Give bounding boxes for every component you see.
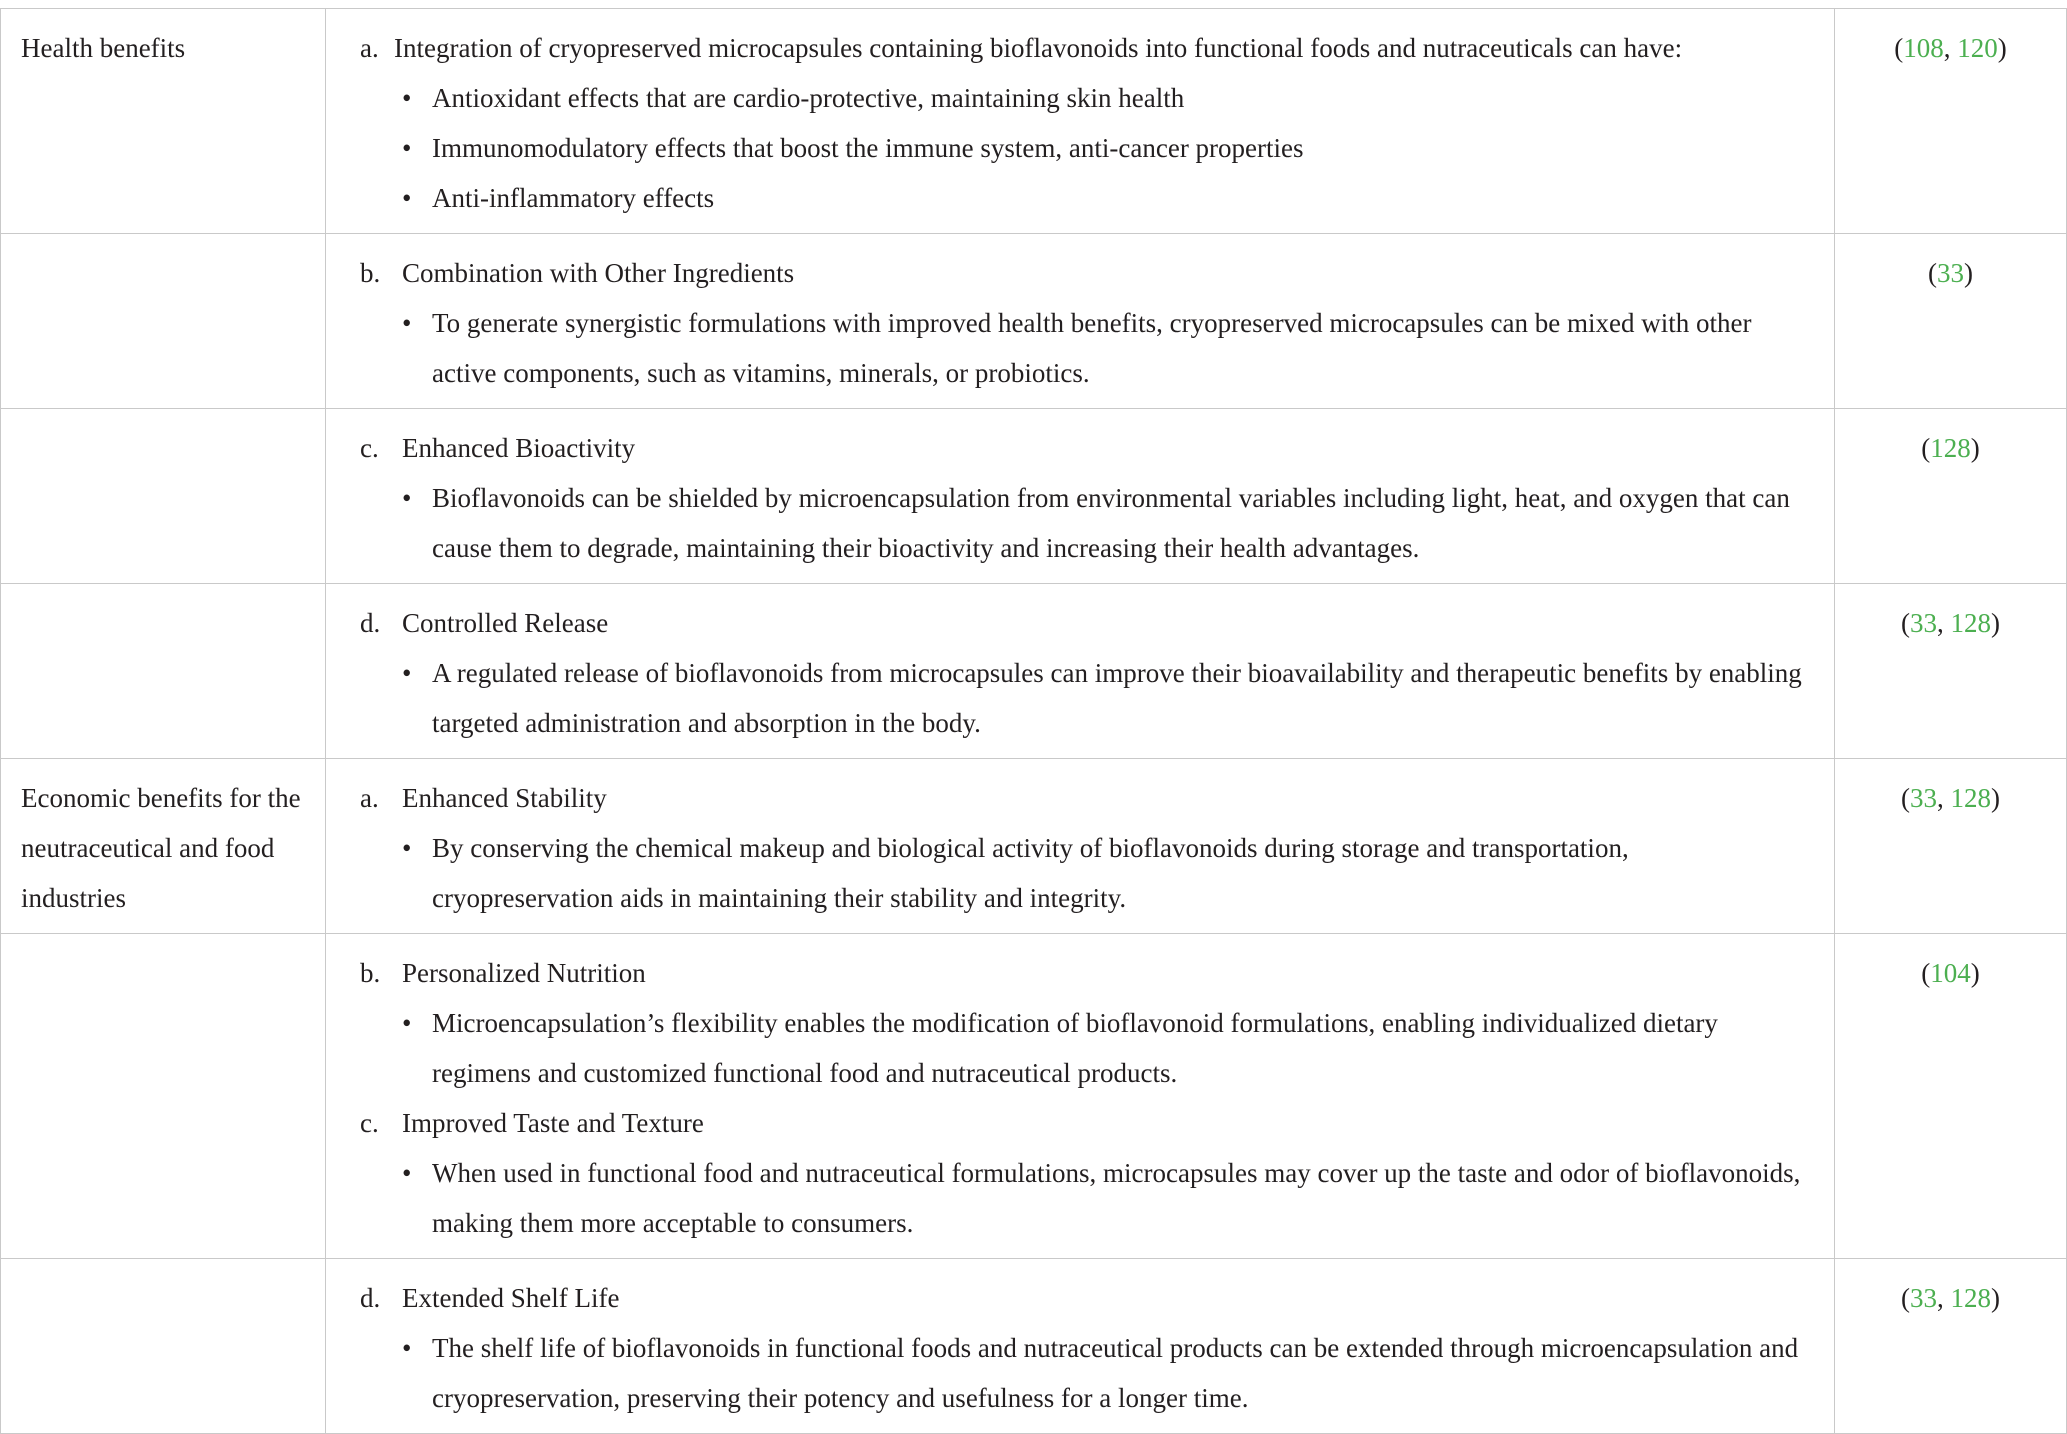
bullet-list bbox=[360, 648, 1814, 748]
bullet-item bbox=[402, 123, 1814, 173]
item-letter: b. bbox=[360, 958, 381, 988]
category-cell bbox=[1, 934, 326, 1259]
ref-close-paren: ) bbox=[1970, 958, 1980, 988]
category-cell bbox=[1, 234, 326, 409]
benefit-item bbox=[360, 1098, 1814, 1248]
ref-separator: , bbox=[1937, 783, 1951, 813]
reference-cell bbox=[1835, 409, 2067, 584]
item-title: Improved Taste and Texture bbox=[402, 1108, 704, 1138]
benefit-item bbox=[360, 23, 1814, 223]
category-cell bbox=[1, 409, 326, 584]
ref-open-paren: ( bbox=[1921, 433, 1931, 463]
ref-close-paren: ) bbox=[1991, 783, 2000, 813]
benefit-item bbox=[360, 248, 1814, 398]
item-title: Controlled Release bbox=[402, 608, 609, 638]
bullet-dot-icon: • bbox=[402, 1333, 412, 1363]
category-cell bbox=[1, 759, 326, 934]
bullet-dot-icon: • bbox=[402, 133, 412, 163]
item-letter: a. bbox=[360, 33, 379, 63]
bullet-dot-icon: • bbox=[402, 308, 412, 338]
description-cell bbox=[326, 934, 1835, 1259]
benefit-item-heading bbox=[360, 598, 1814, 648]
benefit-item bbox=[360, 1273, 1814, 1423]
reference-cell bbox=[1835, 584, 2067, 759]
bullet-text: Antioxidant effects that are cardio-protective, maintaining skin health bbox=[432, 83, 1185, 113]
reference-cell bbox=[1835, 9, 2067, 234]
bullet-dot-icon: • bbox=[402, 183, 412, 213]
bullet-item bbox=[402, 1148, 1814, 1248]
bullet-text: Microencapsulation’s flexibility enables the modification of bioflavonoid formulations, enabling individualized dietary regimens and customized functional food and nutraceutical products. bbox=[432, 1008, 1718, 1088]
item-title: Integration of cryopreserved microcapsules containing bioflavonoids into functional foods and nutraceuticals can have: bbox=[394, 33, 1683, 63]
ref-open-paren: ( bbox=[1901, 1283, 1910, 1313]
reference-cell bbox=[1835, 934, 2067, 1259]
bullet-dot-icon: • bbox=[402, 1008, 412, 1038]
description-cell bbox=[326, 759, 1835, 934]
item-letter: c. bbox=[360, 433, 379, 463]
bullet-item bbox=[402, 173, 1814, 223]
item-title: Combination with Other Ingredients bbox=[402, 258, 795, 288]
reference-cell bbox=[1835, 759, 2067, 934]
item-title: Enhanced Stability bbox=[402, 783, 607, 813]
ref-close-paren: ) bbox=[1991, 608, 2000, 638]
table-row bbox=[1, 759, 2067, 934]
benefits-table bbox=[0, 8, 2067, 1434]
bullet-text: By conserving the chemical makeup and biological activity of bioflavonoids during storage and transportation, cryopreservation aids in maintaining their stability and integrity. bbox=[432, 833, 1629, 913]
reference-link[interactable]: 33 bbox=[1910, 1283, 1937, 1313]
reference-cell bbox=[1835, 234, 2067, 409]
bullet-dot-icon: • bbox=[402, 658, 412, 688]
item-letter: d. bbox=[360, 1283, 381, 1313]
benefit-item-heading bbox=[360, 248, 1814, 298]
bullet-text: Bioflavonoids can be shielded by microencapsulation from environmental variables including light, heat, and oxygen that can cause them to degrade, maintaining their bioactivity and increasing their health advantages. bbox=[432, 483, 1790, 563]
bullet-item bbox=[402, 473, 1814, 573]
ref-close-paren: ) bbox=[1970, 433, 1980, 463]
bullet-dot-icon: • bbox=[402, 833, 412, 863]
benefit-item bbox=[360, 598, 1814, 748]
table-row bbox=[1, 934, 2067, 1259]
benefit-item-heading bbox=[360, 423, 1814, 473]
bullet-item bbox=[402, 648, 1814, 748]
item-letter: b. bbox=[360, 258, 381, 288]
reference-link[interactable]: 128 bbox=[1930, 433, 1971, 463]
bullet-text: The shelf life of bioflavonoids in functional foods and nutraceutical products can be extended through microencapsulation and cryopreservation, preserving their potency and usefulness for a longer time. bbox=[432, 1333, 1799, 1413]
bullet-list bbox=[360, 1148, 1814, 1248]
bullet-list bbox=[360, 73, 1814, 223]
bullet-dot-icon: • bbox=[402, 83, 412, 113]
description-cell bbox=[326, 584, 1835, 759]
ref-open-paren: ( bbox=[1894, 33, 1904, 63]
bullet-item bbox=[402, 1323, 1814, 1423]
reference-link[interactable]: 33 bbox=[1937, 258, 1964, 288]
benefit-item bbox=[360, 773, 1814, 923]
category-cell bbox=[1, 1259, 326, 1434]
ref-close-paren: ) bbox=[1964, 258, 1973, 288]
bullet-list bbox=[360, 473, 1814, 573]
benefit-item-heading bbox=[360, 23, 1814, 73]
item-letter: d. bbox=[360, 608, 381, 638]
bullet-dot-icon: • bbox=[402, 1158, 412, 1188]
reference-link[interactable]: 104 bbox=[1930, 958, 1971, 988]
ref-open-paren: ( bbox=[1901, 608, 1910, 638]
bullet-text: When used in functional food and nutraceutical formulations, microcapsules may cover up the taste and odor of bioflavonoids, making them more acceptable to consumers. bbox=[432, 1158, 1801, 1238]
bullet-list bbox=[360, 998, 1814, 1098]
bullet-item bbox=[402, 823, 1814, 923]
description-cell bbox=[326, 409, 1835, 584]
bullet-text: Immunomodulatory effects that boost the immune system, anti-cancer properties bbox=[432, 133, 1304, 163]
description-cell bbox=[326, 234, 1835, 409]
item-letter: c. bbox=[360, 1108, 379, 1138]
ref-open-paren: ( bbox=[1901, 783, 1910, 813]
category-cell bbox=[1, 9, 326, 234]
bullet-item bbox=[402, 73, 1814, 123]
benefit-item bbox=[360, 423, 1814, 573]
bullet-list bbox=[360, 1323, 1814, 1423]
category-label: Health benefits bbox=[21, 33, 186, 63]
item-title: Extended Shelf Life bbox=[402, 1283, 620, 1313]
table-row bbox=[1, 234, 2067, 409]
benefits-table-body bbox=[1, 9, 2067, 1434]
reference-cell bbox=[1835, 1259, 2067, 1434]
item-letter: a. bbox=[360, 783, 379, 813]
description-cell bbox=[326, 1259, 1835, 1434]
benefit-item-heading bbox=[360, 1098, 1814, 1148]
reference-link[interactable]: 33 bbox=[1910, 608, 1937, 638]
reference-link[interactable]: 108 bbox=[1903, 33, 1944, 63]
bullet-text: To generate synergistic formulations with improved health benefits, cryopreserved microcapsules can be mixed with other active components, such as vitamins, minerals, or probiotics. bbox=[432, 308, 1752, 388]
benefit-item-heading bbox=[360, 1273, 1814, 1323]
bullet-list bbox=[360, 298, 1814, 398]
description-cell bbox=[326, 9, 1835, 234]
ref-separator: , bbox=[1937, 1283, 1951, 1313]
ref-open-paren: ( bbox=[1921, 958, 1931, 988]
category-label: Economic benefits for the neutraceutical and food industries bbox=[21, 783, 301, 913]
benefits-table-container bbox=[0, 8, 2067, 1434]
benefit-item bbox=[360, 948, 1814, 1098]
table-row bbox=[1, 1259, 2067, 1434]
table-row bbox=[1, 584, 2067, 759]
bullet-dot-icon: • bbox=[402, 483, 412, 513]
ref-separator: , bbox=[1937, 608, 1951, 638]
ref-open-paren: ( bbox=[1928, 258, 1937, 288]
reference-link[interactable]: 128 bbox=[1950, 1283, 1991, 1313]
ref-close-paren: ) bbox=[1991, 1283, 2000, 1313]
bullet-item bbox=[402, 998, 1814, 1098]
bullet-item bbox=[402, 298, 1814, 398]
benefit-item-heading bbox=[360, 773, 1814, 823]
bullet-text: A regulated release of bioflavonoids from microcapsules can improve their bioavailability and therapeutic benefits by enabling targeted administration and absorption in the body. bbox=[432, 658, 1802, 738]
bullet-text: Anti-inflammatory effects bbox=[432, 183, 715, 213]
category-cell bbox=[1, 584, 326, 759]
item-title: Personalized Nutrition bbox=[402, 958, 646, 988]
table-row bbox=[1, 9, 2067, 234]
reference-link[interactable]: 120 bbox=[1957, 33, 1998, 63]
reference-link[interactable]: 128 bbox=[1950, 783, 1991, 813]
benefit-item-heading bbox=[360, 948, 1814, 998]
ref-close-paren: ) bbox=[1997, 33, 2007, 63]
reference-link[interactable]: 128 bbox=[1950, 608, 1991, 638]
bullet-list bbox=[360, 823, 1814, 923]
reference-link[interactable]: 33 bbox=[1910, 783, 1937, 813]
table-row bbox=[1, 409, 2067, 584]
item-title: Enhanced Bioactivity bbox=[402, 433, 636, 463]
ref-separator: , bbox=[1943, 33, 1958, 63]
